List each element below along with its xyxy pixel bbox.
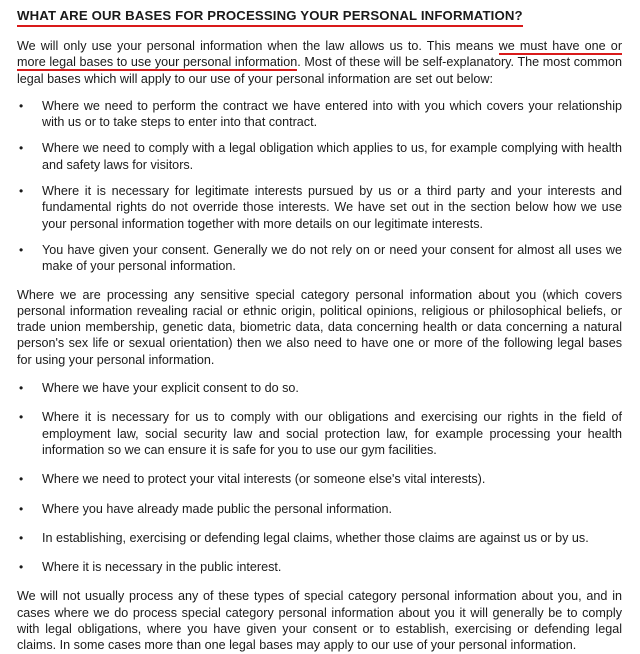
list-item — [17, 530, 622, 546]
bullet-icon: • — [19, 98, 24, 113]
list-item — [17, 98, 622, 131]
list-item-text: Where we need to perform the contract we have entered into with you which covers your relationship with us or to take steps to enter into that contract. — [42, 98, 622, 130]
list-item-text: Where it is necessary in the public interest. — [42, 560, 282, 575]
list-item — [17, 242, 622, 275]
bullet-icon: • — [19, 560, 24, 575]
list-item-text: Where it is necessary for legitimate interests pursued by us or a third party and your interests and fundamental rights do not override those interests. We have set out in the section below how we use your personal information together with more details on our legitimate interests. — [42, 184, 622, 231]
bullet-icon: • — [19, 184, 24, 199]
bullet-icon: • — [19, 530, 24, 545]
list-item — [17, 559, 622, 575]
intro-paragraph — [17, 38, 622, 87]
list-item-text: In establishing, exercising or defending legal claims, whether those claims are against us or by us. — [42, 530, 589, 545]
section-heading: WHAT ARE OUR BASES FOR PROCESSING YOUR PERSONAL INFORMATION? — [17, 0, 523, 27]
list-item-text: Where you have already made public the personal information. — [42, 501, 393, 516]
list-item — [17, 501, 622, 517]
list-item-text: You have given your consent. Generally we do not rely on or need your consent for almost all uses we make of your personal information. — [42, 242, 622, 274]
list-item-text: Where we need to protect your vital interests (or someone else's vital interests). — [42, 472, 486, 487]
legal-bases-list — [17, 98, 622, 275]
bullet-icon: • — [19, 141, 24, 156]
intro-text-after: . Most of these will be self-explanatory. The most common legal bases which will apply to our use of your personal information are set out below: — [17, 55, 622, 86]
list-item-text: Where it is necessary for us to comply with our obligations and exercising our rights in the field of employment law, social security law and social protection law, for example processing your health information so we can ensure it is safe for you to use our gym facilities. — [42, 410, 622, 457]
list-item-text: Where we need to comply with a legal obligation which applies to us, for example complying with health and safety laws for visitors. — [42, 141, 622, 172]
intro-highlighted-text: we must have one or more legal bases to use your personal information — [17, 39, 623, 70]
special-category-bases-list — [17, 380, 622, 575]
special-category-paragraph: Where we are processing any sensitive special category personal information about you (which covers personal information revealing racial or ethnic origin, political opinions, religious or philosophical beliefs, or trade union membership, genetic data, biometric data, data concerning health or data concerning a natural person's sex life or sexual orientation) then we also need to have one or more of the following legal bases for using your personal information. — [17, 287, 622, 367]
bullet-icon: • — [19, 501, 24, 516]
list-item — [17, 471, 622, 487]
bullet-icon: • — [19, 472, 24, 487]
bullet-icon: • — [19, 410, 24, 425]
list-item — [17, 380, 622, 396]
bullet-icon: • — [19, 242, 24, 257]
closing-paragraph: We will not usually process any of these types of special category personal information about you, and in cases where we do process special category personal information about you it will generally be to comply with legal obligations, where you have given your consent or to establish, exercising or defending legal claims. In some cases more than one legal bases may apply to our use of your personal information. — [17, 589, 622, 653]
list-item — [17, 183, 622, 232]
list-item-text: Where we have your explicit consent to do so. — [42, 381, 299, 396]
bullet-icon: • — [19, 381, 24, 396]
intro-text-before: We will only use your personal information when the law allows us to. This means — [17, 39, 499, 53]
list-item — [17, 409, 622, 458]
list-item — [17, 140, 622, 173]
